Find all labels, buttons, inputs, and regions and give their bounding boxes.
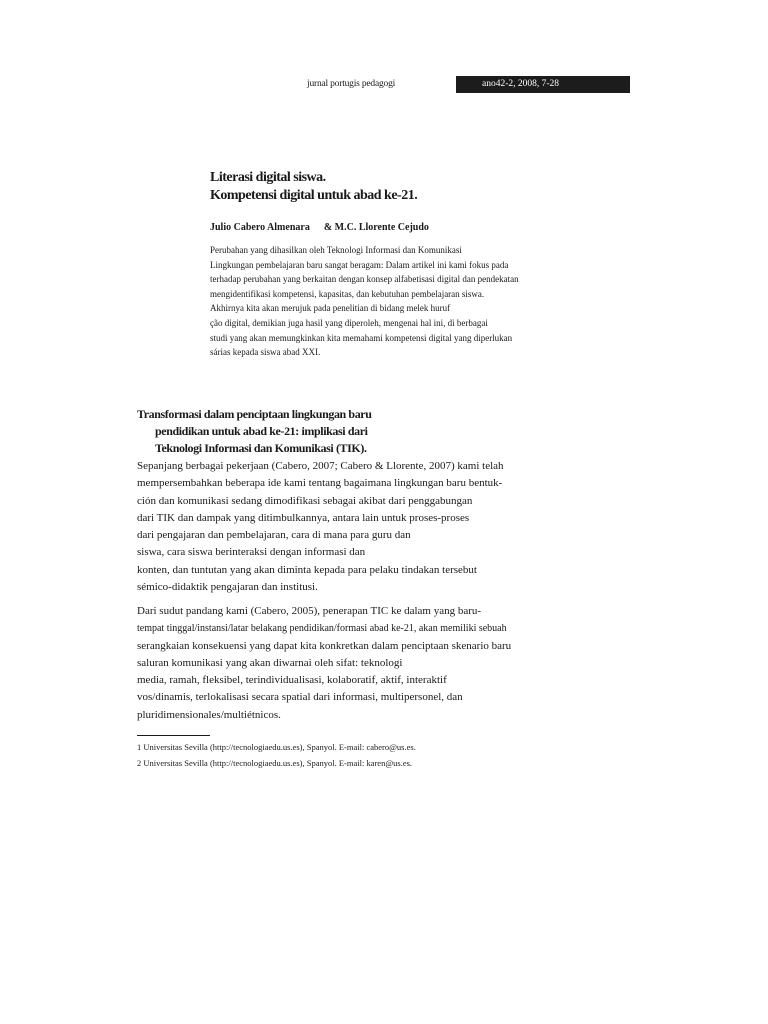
- title-line: Kompetensi digital untuk abad ke-21.: [210, 188, 418, 203]
- author-first: Julio Cabero Almenara: [210, 222, 310, 233]
- issue-bar: [456, 76, 630, 93]
- paragraph-line: saluran komunikasi yang akan diwarnai oleh sifat: teknologi: [137, 656, 403, 669]
- paragraph-line: pluridimensionales/multiétnicos.: [137, 708, 281, 721]
- section-heading: [137, 406, 372, 457]
- footnotes: [137, 740, 416, 771]
- paragraph-line: media, ramah, fleksibel, terindividualisasi, kolaboratif, aktif, interaktif: [137, 674, 447, 687]
- authors: [210, 222, 429, 233]
- abstract-line: Perubahan yang dihasilkan oleh Teknologi Informasi dan Komunikasi: [210, 245, 462, 255]
- abstract-line: Akhirnya kita akan merujuk pada penelitian di bidang melek huruf: [210, 303, 451, 314]
- body-paragraph-1: [137, 458, 557, 596]
- paragraph-line: dari pengajaran dan pembelajaran, cara di mana para guru dan: [137, 529, 411, 542]
- article-title: [210, 169, 417, 205]
- heading-line: Transformasi dalam penciptaan lingkungan baru: [137, 407, 372, 421]
- author-second: & M.C. Llorente Cejudo: [323, 222, 429, 233]
- abstract-line: terhadap perubahan yang berkaitan dengan konsep alfabetisasi digital dan pendekatan: [210, 274, 519, 285]
- issue-info: ano42-2, 2008, 7-28: [482, 79, 560, 89]
- abstract-line: ção digital, demikian juga hasil yang diperoleh, mengenai hal ini, di berbagai: [210, 317, 488, 328]
- footnote-1: 1 Universitas Sevilla (http://tecnologiaedu.us.es), Spanyol. E-mail: cabero@us.es.: [137, 742, 416, 752]
- paragraph-line: dari TIK dan dampak yang ditimbulkannya, antara lain untuk proses-proses: [137, 511, 470, 524]
- journal-name: jurnal portugis pedagogi: [307, 79, 396, 89]
- abstract-line: studi yang akan memungkinkan kita memahami kompetensi digital yang diperlukan: [210, 332, 513, 343]
- footnote-2: 2 Universitas Sevilla (http://tecnologiaedu.us.es), Spanyol. E-mail: karen@us.es.: [137, 757, 413, 768]
- paragraph-line: sémico-didaktik pengajaran dan institusi.: [137, 581, 318, 594]
- body-paragraph-2: [137, 603, 557, 724]
- heading-line: pendidikan untuk abad ke-21: implikasi dari: [155, 424, 368, 438]
- paragraph-line: Sepanjang berbagai pekerjaan (Cabero, 2007; Cabero & Llorente, 2007) kami telah: [137, 460, 504, 472]
- title-line: Literasi digital siswa.: [210, 170, 326, 185]
- paragraph-line: ción dan komunikasi sedang dimodifikasi sebagai akibat dari penggabungan: [137, 494, 473, 507]
- paragraph-line: konten, dan tuntutan yang akan diminta kepada para pelaku tindakan tersebut: [137, 563, 477, 576]
- paragraph-line: Dari sudut pandang kami (Cabero, 2005), penerapan TIC ke dalam yang baru-: [137, 605, 482, 617]
- paragraph-line: mempersembahkan beberapa ide kami tentang bagaimana lingkungan baru bentuk-: [137, 477, 503, 490]
- abstract-line: mengidentifikasi kompetensi, kapasitas, dan kebutuhan pembelajaran siswa.: [210, 288, 485, 299]
- footnote-divider: [137, 735, 210, 736]
- abstract-line: sárias kepada siswa abad XXI.: [210, 347, 321, 358]
- heading-line: Teknologi Informasi dan Komunikasi (TIK).: [155, 441, 367, 455]
- paragraph-line: siswa, cara siswa berinteraksi dengan informasi dan: [137, 546, 366, 559]
- paragraph-line: tempat tinggal/instansi/latar belakang pendidikan/formasi abad ke-21, akan memiliki sebuah: [137, 623, 507, 635]
- abstract-line: Lingkungan pembelajaran baru sangat beragam: Dalam artikel ini kami fokus pada: [210, 259, 509, 270]
- abstract: [210, 243, 550, 360]
- paragraph-line: serangkaian konsekuensi yang dapat kita konkretkan dalam penciptaan skenario baru: [137, 639, 512, 652]
- paragraph-line: vos/dinamis, terlokalisasi secara spatial dari informasi, multipersonel, dan: [137, 691, 463, 704]
